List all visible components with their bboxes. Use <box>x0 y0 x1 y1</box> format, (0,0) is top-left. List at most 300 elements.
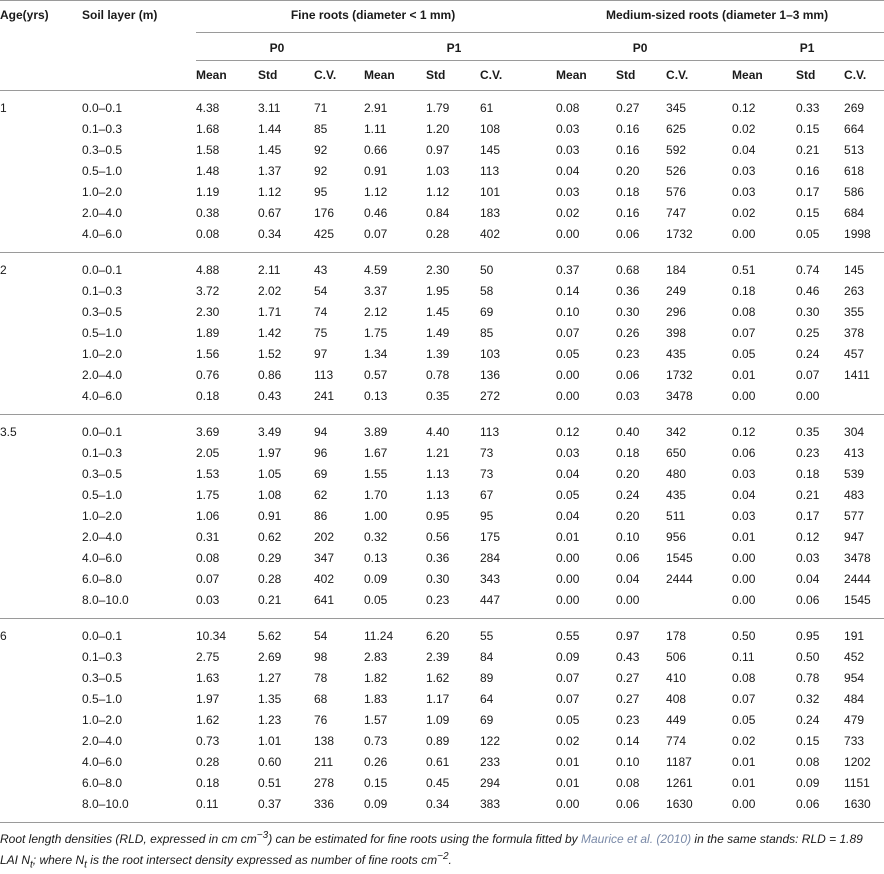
value-cell: 0.00 <box>556 551 580 565</box>
value-cell: 263 <box>844 284 865 298</box>
value-cell: 71 <box>314 91 358 120</box>
value-cell: 101 <box>480 185 501 199</box>
value-cell: 947 <box>844 530 865 544</box>
value-cell: 68 <box>314 692 328 706</box>
value-cell: 0.76 <box>196 368 220 382</box>
value-cell: 1.97 <box>258 446 282 460</box>
value-cell: 664 <box>844 122 865 136</box>
value-cell: 6.20 <box>416 619 476 648</box>
table-footnote <box>0 823 884 874</box>
value-cell: 0.16 <box>796 164 820 178</box>
value-cell: 98 <box>314 650 328 664</box>
value-cell: 0.10 <box>616 530 640 544</box>
fine-p1-std-header: Std <box>416 61 476 91</box>
age-cell <box>0 773 82 794</box>
value-cell: 86 <box>314 509 328 523</box>
table-row <box>0 203 884 224</box>
value-cell: 0.07 <box>796 368 820 382</box>
footnote-text: . <box>448 853 452 867</box>
value-cell: 0.29 <box>258 551 282 565</box>
soil-layer-header: Soil layer (m) <box>82 8 158 22</box>
value-cell: 1.12 <box>426 185 450 199</box>
value-cell: 4.38 <box>196 91 258 120</box>
value-cell: 2.75 <box>196 650 220 664</box>
value-cell: 1.79 <box>416 91 476 120</box>
value-cell: 1.00 <box>364 509 388 523</box>
value-cell: 336 <box>314 794 358 823</box>
value-cell: 0.27 <box>602 91 658 120</box>
value-cell: 1.12 <box>258 185 282 199</box>
value-cell: 0.67 <box>258 206 282 220</box>
table-row <box>0 689 884 710</box>
value-cell: 3.69 <box>196 415 258 444</box>
value-cell: 1732 <box>666 368 693 382</box>
footnote-text: ; where N <box>32 853 85 867</box>
value-cell: 0.27 <box>616 692 640 706</box>
value-cell: 0.07 <box>364 227 388 241</box>
footnote-text: is the root intersect density expressed as number of fine roots cm <box>86 853 438 867</box>
value-cell: 113 <box>476 415 550 444</box>
value-cell: 3478 <box>666 389 693 403</box>
value-cell: 1.52 <box>258 347 282 361</box>
value-cell: 0.21 <box>258 593 282 607</box>
value-cell <box>836 386 884 415</box>
soil-layer-cell: 1.0–2.0 <box>82 347 123 361</box>
value-cell: 378 <box>844 326 865 340</box>
value-cell: 1.89 <box>196 326 220 340</box>
value-cell: 1.06 <box>196 509 220 523</box>
value-cell: 0.43 <box>258 389 282 403</box>
value-cell: 1.57 <box>364 713 388 727</box>
soil-layer-cell: 1.0–2.0 <box>82 509 123 523</box>
value-cell: 0.56 <box>426 530 450 544</box>
value-cell: 0.20 <box>616 509 640 523</box>
age-cell <box>0 710 82 731</box>
value-cell: 1.21 <box>426 446 450 460</box>
value-cell: 0.28 <box>258 572 282 586</box>
value-cell: 0.00 <box>556 227 580 241</box>
fine-p0-cv-header: C.V. <box>314 61 358 91</box>
soil-layer-cell: 2.0–4.0 <box>82 206 123 220</box>
table-row <box>0 710 884 731</box>
value-cell: 0.36 <box>426 551 450 565</box>
value-cell: 1.13 <box>426 488 450 502</box>
value-cell: 398 <box>666 326 687 340</box>
soil-layer-cell: 0.5–1.0 <box>82 692 123 706</box>
value-cell: 176 <box>314 206 335 220</box>
value-cell: 0.06 <box>796 593 820 607</box>
value-cell: 402 <box>480 227 501 241</box>
value-cell: 457 <box>844 347 865 361</box>
medium-p0-cv-header: C.V. <box>658 61 730 91</box>
soil-layer-cell: 1.0–2.0 <box>82 713 123 727</box>
value-cell: 0.07 <box>732 692 756 706</box>
value-cell: 0.08 <box>616 776 640 790</box>
soil-layer-cell: 0.0–0.1 <box>82 619 196 648</box>
value-cell: 0.51 <box>258 776 282 790</box>
soil-layer-cell: 0.5–1.0 <box>82 488 123 502</box>
value-cell: 103 <box>480 347 501 361</box>
value-cell: 0.05 <box>364 593 388 607</box>
value-cell: 0.95 <box>426 509 450 523</box>
table-row <box>0 253 884 282</box>
table-row <box>0 302 884 323</box>
value-cell: 4.59 <box>358 253 416 282</box>
soil-layer-cell: 4.0–6.0 <box>82 389 123 403</box>
value-cell: 4.88 <box>196 253 258 282</box>
age-cell <box>0 527 82 548</box>
age-cell <box>0 668 82 689</box>
value-cell: 410 <box>666 671 687 685</box>
value-cell: 0.00 <box>730 794 786 823</box>
age-cell <box>0 119 82 140</box>
table-row <box>0 731 884 752</box>
footnote-text: in the same stands: RLD = 1.89 LAI N <box>0 832 863 867</box>
table-row <box>0 182 884 203</box>
value-cell: 0.12 <box>796 530 820 544</box>
age-cell <box>0 647 82 668</box>
value-cell: 92 <box>314 164 328 178</box>
value-cell: 0.08 <box>796 755 820 769</box>
value-cell: 0.21 <box>796 143 820 157</box>
value-cell: 95 <box>480 509 494 523</box>
value-cell: 1.55 <box>364 467 388 481</box>
value-cell: 184 <box>658 253 730 282</box>
age-cell <box>0 323 82 344</box>
value-cell: 0.00 <box>732 389 756 403</box>
value-cell: 0.23 <box>616 347 640 361</box>
value-cell: 145 <box>836 253 884 282</box>
soil-layer-cell: 0.1–0.3 <box>82 446 123 460</box>
medium-p1-cv-header: C.V. <box>836 61 884 91</box>
value-cell: 0.57 <box>364 368 388 382</box>
value-cell: 1.56 <box>196 347 220 361</box>
table-row <box>0 548 884 569</box>
value-cell: 0.35 <box>426 389 450 403</box>
medium-p1-header: P1 <box>730 33 884 61</box>
value-cell: 249 <box>666 284 687 298</box>
value-cell: 84 <box>480 650 494 664</box>
value-cell: 0.16 <box>616 206 640 220</box>
medium-p0-mean-header: Mean <box>550 61 602 91</box>
soil-layer-cell: 4.0–6.0 <box>82 551 123 565</box>
fine-p0-std-header: Std <box>258 61 314 91</box>
value-cell: 74 <box>314 305 328 319</box>
value-cell: 0.36 <box>616 284 640 298</box>
value-cell: 1732 <box>666 227 693 241</box>
value-cell: 0.06 <box>786 794 836 823</box>
value-cell: 85 <box>480 326 494 340</box>
value-cell: 1.20 <box>426 122 450 136</box>
value-cell: 1.97 <box>196 692 220 706</box>
value-cell: 1.58 <box>196 143 220 157</box>
table-row <box>0 527 884 548</box>
value-cell: 0.00 <box>556 593 580 607</box>
value-cell: 484 <box>844 692 865 706</box>
value-cell: 183 <box>480 206 501 220</box>
value-cell: 0.84 <box>426 206 450 220</box>
value-cell: 178 <box>658 619 730 648</box>
value-cell: 0.33 <box>786 91 836 120</box>
age-cell <box>0 344 82 365</box>
value-cell: 0.62 <box>258 530 282 544</box>
value-cell: 511 <box>666 509 686 523</box>
value-cell: 0.73 <box>196 734 220 748</box>
value-cell: 0.00 <box>556 368 580 382</box>
age-cell <box>0 689 82 710</box>
value-cell: 513 <box>844 143 865 157</box>
value-cell: 0.07 <box>556 326 580 340</box>
value-cell: 108 <box>480 122 501 136</box>
soil-layer-cell: 0.1–0.3 <box>82 650 123 664</box>
table-row <box>0 386 884 415</box>
value-cell: 1998 <box>844 227 871 241</box>
value-cell: 0.05 <box>556 488 580 502</box>
table-row <box>0 443 884 464</box>
soil-layer-cell: 0.0–0.1 <box>82 253 196 282</box>
soil-layer-cell: 0.3–0.5 <box>82 143 123 157</box>
value-cell: 95 <box>314 185 328 199</box>
value-cell: 1.44 <box>258 122 282 136</box>
medium-p1-mean-header: Mean <box>730 61 786 91</box>
age-header: Age(yrs) <box>0 8 49 22</box>
value-cell: 1630 <box>836 794 884 823</box>
value-cell: 241 <box>314 389 335 403</box>
value-cell: 1.71 <box>258 305 282 319</box>
value-cell: 0.18 <box>196 389 220 403</box>
soil-layer-cell: 2.0–4.0 <box>82 734 123 748</box>
value-cell: 0.18 <box>796 467 820 481</box>
value-cell: 5.62 <box>258 619 314 648</box>
value-cell: 480 <box>666 467 687 481</box>
value-cell: 97 <box>314 347 328 361</box>
value-cell: 956 <box>666 530 687 544</box>
value-cell: 0.03 <box>556 143 580 157</box>
value-cell: 0.01 <box>556 530 580 544</box>
value-cell: 1.03 <box>426 164 450 178</box>
value-cell: 0.02 <box>732 122 756 136</box>
medium-p1-std-header: Std <box>786 61 836 91</box>
value-cell: 1.12 <box>364 185 388 199</box>
value-cell: 296 <box>666 305 687 319</box>
value-cell: 76 <box>314 713 328 727</box>
value-cell: 1411 <box>844 368 870 382</box>
soil-layer-cell: 0.3–0.5 <box>82 671 123 685</box>
value-cell: 0.04 <box>796 572 820 586</box>
value-cell: 0.11 <box>196 794 258 823</box>
value-cell: 0.03 <box>556 185 580 199</box>
value-cell: 479 <box>844 713 865 727</box>
value-cell: 1187 <box>666 755 692 769</box>
table-row <box>0 464 884 485</box>
value-cell: 1.19 <box>196 185 220 199</box>
fine-roots-header: Fine roots (diameter < 1 mm) <box>290 8 456 22</box>
value-cell: 1.75 <box>364 326 388 340</box>
footnote-reference-link[interactable]: Maurice et al. (2010) <box>581 832 692 846</box>
value-cell: 0.74 <box>786 253 836 282</box>
value-cell: 89 <box>480 671 494 685</box>
age-cell <box>0 302 82 323</box>
value-cell: 1545 <box>844 593 871 607</box>
value-cell: 3.89 <box>358 415 416 444</box>
value-cell: 0.00 <box>796 389 820 403</box>
soil-layer-cell: 0.1–0.3 <box>82 122 123 136</box>
value-cell: 0.03 <box>556 446 580 460</box>
value-cell: 0.35 <box>786 415 836 444</box>
value-cell: 0.45 <box>426 776 450 790</box>
table-row <box>0 773 884 794</box>
value-cell: 0.02 <box>556 734 580 748</box>
value-cell: 0.30 <box>426 572 450 586</box>
value-cell: 2444 <box>844 572 871 586</box>
soil-layer-cell: 0.0–0.1 <box>82 415 196 444</box>
value-cell: 0.04 <box>556 467 580 481</box>
value-cell: 1.62 <box>196 713 220 727</box>
value-cell: 75 <box>314 326 328 340</box>
value-cell: 138 <box>314 734 335 748</box>
value-cell: 0.43 <box>616 650 640 664</box>
value-cell: 0.78 <box>426 368 450 382</box>
value-cell: 122 <box>480 734 501 748</box>
value-cell: 1.48 <box>196 164 220 178</box>
value-cell: 2.11 <box>258 253 314 282</box>
value-cell: 94 <box>314 415 358 444</box>
value-cell: 2.02 <box>258 284 282 298</box>
value-cell: 0.28 <box>426 227 450 241</box>
value-cell: 618 <box>844 164 865 178</box>
value-cell: 0.95 <box>786 619 836 648</box>
soil-layer-cell: 8.0–10.0 <box>82 794 196 823</box>
table-row <box>0 344 884 365</box>
soil-layer-cell: 2.0–4.0 <box>82 368 123 382</box>
value-cell: 345 <box>658 91 730 120</box>
value-cell: 954 <box>844 671 865 685</box>
value-cell: 0.06 <box>616 551 640 565</box>
value-cell: 413 <box>844 446 865 460</box>
value-cell: 2444 <box>666 572 693 586</box>
value-cell: 0.01 <box>732 755 756 769</box>
value-cell: 0.15 <box>796 734 820 748</box>
value-cell: 0.27 <box>616 671 640 685</box>
value-cell: 747 <box>666 206 687 220</box>
value-cell: 304 <box>836 415 884 444</box>
value-cell: 1.67 <box>364 446 388 460</box>
value-cell: 0.01 <box>556 776 580 790</box>
age-cell <box>0 161 82 182</box>
value-cell: 0.08 <box>550 91 602 120</box>
value-cell: 576 <box>666 185 687 199</box>
value-cell: 0.55 <box>550 619 602 648</box>
value-cell: 0.04 <box>556 164 580 178</box>
table-row <box>0 415 884 444</box>
value-cell: 0.14 <box>616 734 640 748</box>
value-cell: 0.66 <box>364 143 388 157</box>
value-cell: 0.97 <box>426 143 450 157</box>
age-cell <box>0 386 82 415</box>
value-cell: 0.07 <box>196 572 220 586</box>
value-cell: 447 <box>480 593 501 607</box>
value-cell: 342 <box>658 415 730 444</box>
soil-layer-cell: 0.1–0.3 <box>82 284 123 298</box>
value-cell: 0.37 <box>550 253 602 282</box>
value-cell: 0.20 <box>616 164 640 178</box>
value-cell: 0.04 <box>556 509 580 523</box>
value-cell: 733 <box>844 734 865 748</box>
age-cell <box>0 281 82 302</box>
value-cell: 0.26 <box>364 755 388 769</box>
value-cell: 64 <box>480 692 494 706</box>
value-cell: 0.25 <box>796 326 820 340</box>
value-cell: 347 <box>314 551 335 565</box>
value-cell: 1.70 <box>364 488 388 502</box>
value-cell: 0.03 <box>556 122 580 136</box>
value-cell: 0.10 <box>616 755 640 769</box>
table-row <box>0 224 884 253</box>
value-cell: 1.45 <box>258 143 282 157</box>
value-cell: 0.00 <box>732 227 756 241</box>
value-cell: 0.06 <box>602 794 658 823</box>
medium-roots-header: Medium-sized roots (diameter 1–3 mm) <box>606 8 829 22</box>
value-cell: 11.24 <box>358 619 416 648</box>
age-cell <box>0 140 82 161</box>
table-row <box>0 365 884 386</box>
value-cell: 2.69 <box>258 650 282 664</box>
value-cell: 0.06 <box>732 446 756 460</box>
value-cell: 0.16 <box>616 143 640 157</box>
value-cell: 0.16 <box>616 122 640 136</box>
value-cell: 0.09 <box>556 650 580 664</box>
value-cell: 774 <box>666 734 687 748</box>
value-cell: 1545 <box>666 551 693 565</box>
value-cell: 0.14 <box>556 284 580 298</box>
value-cell: 50 <box>476 253 550 282</box>
age-cell <box>0 590 82 619</box>
value-cell: 0.15 <box>364 776 388 790</box>
soil-layer-cell: 0.5–1.0 <box>82 326 123 340</box>
value-cell: 0.00 <box>556 389 580 403</box>
table-row <box>0 485 884 506</box>
value-cell: 0.60 <box>258 755 282 769</box>
value-cell: 1.13 <box>426 467 450 481</box>
soil-layer-cell: 4.0–6.0 <box>82 227 123 241</box>
value-cell: 1.34 <box>364 347 388 361</box>
value-cell: 0.32 <box>364 530 388 544</box>
value-cell: 0.78 <box>796 671 820 685</box>
footnote-sup: −2 <box>437 851 449 862</box>
value-cell: 0.02 <box>732 206 756 220</box>
value-cell: 0.08 <box>732 671 756 685</box>
value-cell: 0.00 <box>550 794 602 823</box>
value-cell: 0.03 <box>616 389 640 403</box>
table-row <box>0 281 884 302</box>
value-cell: 0.07 <box>732 326 756 340</box>
value-cell: 78 <box>314 671 328 685</box>
value-cell: 539 <box>844 467 865 481</box>
value-cell: 0.00 <box>732 551 756 565</box>
value-cell: 0.86 <box>258 368 282 382</box>
value-cell: 2.05 <box>196 446 220 460</box>
value-cell: 0.20 <box>616 467 640 481</box>
value-cell: 0.08 <box>196 551 220 565</box>
value-cell: 3.11 <box>258 91 314 120</box>
value-cell: 1261 <box>666 776 693 790</box>
age-cell <box>0 485 82 506</box>
value-cell: 69 <box>314 467 328 481</box>
value-cell: 435 <box>666 488 687 502</box>
value-cell: 4.40 <box>416 415 476 444</box>
soil-layer-cell: 2.0–4.0 <box>82 530 123 544</box>
value-cell: 73 <box>480 446 494 460</box>
